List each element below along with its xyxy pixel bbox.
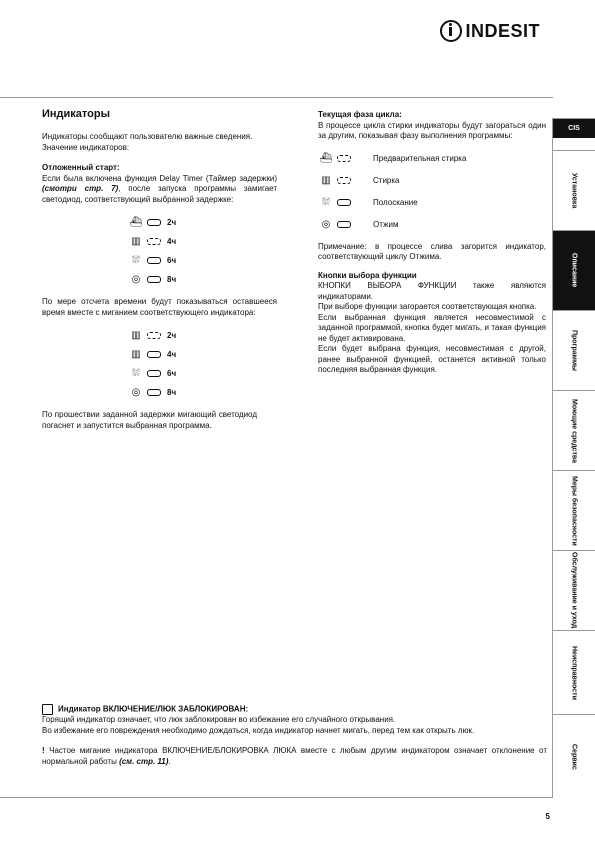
tab-cis[interactable]: CIS xyxy=(553,118,595,138)
countdown-indicator-row: ▥ 2ч xyxy=(128,326,277,345)
lock-text-2: Во избежание его повреждения необходимо дождаться, когда индикатор начнет мигать, перед тем как открыть люк. xyxy=(42,725,475,735)
section-tabs xyxy=(552,118,595,798)
function-text-1: КНОПКИ ВЫБОРА ФУНКЦИИ также являются индикаторами. xyxy=(318,281,546,301)
drain-note: Примечание: в процессе слива загорится индикатор, соответствующий циклу Отжима. xyxy=(318,241,546,261)
phase-row: ▥ Стирка xyxy=(318,170,546,192)
led-icon xyxy=(147,276,161,283)
spin-icon: ◎ xyxy=(131,274,141,285)
warning-icon: ! xyxy=(42,746,45,756)
indesit-logo-icon xyxy=(440,20,462,42)
countdown-indicator-row: ⛆ 6ч xyxy=(128,364,277,383)
rinse-icon: ⛆ xyxy=(132,255,140,266)
rinse-icon: ⛆ xyxy=(132,368,140,379)
delay-title: Отложенный старт: xyxy=(42,163,120,172)
delay-indicators xyxy=(128,213,277,289)
delay-indicator-row: ◎ 8ч xyxy=(128,270,277,289)
meaning-text: Значение индикаторов: xyxy=(42,142,130,152)
countdown-indicators xyxy=(128,326,277,402)
left-column xyxy=(42,108,277,431)
top-divider xyxy=(0,97,553,98)
prewash-icon: ⛴ xyxy=(319,153,333,164)
delay-indicator-row: ▥ 4ч xyxy=(128,232,277,251)
wash-icon: ▥ xyxy=(131,349,141,360)
led-icon xyxy=(337,221,351,228)
function-text-3: Если выбранная функция является несовместимой с заданной программой, кнопка будет мигать, и такая функция не будет активирована. xyxy=(318,312,546,343)
page-number: 5 xyxy=(545,812,550,821)
spin-icon: ◎ xyxy=(321,219,331,230)
phase-title: Текущая фаза цикла: xyxy=(318,110,402,119)
led-icon xyxy=(147,257,161,264)
blinking-led-icon xyxy=(147,238,161,245)
delay-text: Если была включена функция Delay Timer (Таймер задержки) (смотри стр. 7), после запуска программы замигает светодиод, соответствующий выбранной задержке: xyxy=(42,173,277,204)
countdown-indicator-row: ▥ 4ч xyxy=(128,345,277,364)
phase-indicators xyxy=(318,148,546,236)
bottom-divider xyxy=(0,797,553,798)
function-title: Кнопки выбора функции xyxy=(318,270,417,280)
led-icon xyxy=(147,351,161,358)
phase-text: В процессе цикла стирки индикаторы будут загораться один за другим, показывая фазу выполнения программы: xyxy=(318,120,546,140)
function-text-2: При выборе функции загорается соответствующая кнопка. xyxy=(318,302,537,311)
warning-text: ! Частое мигание индикатора ВКЛЮЧЕНИЕ/БЛОКИРОВКА ЛЮКА вместе с любым другим индикатором означает отклонение от нормальной работы (см. стр. 11). xyxy=(42,746,547,766)
lock-title: Индикатор ВКЛЮЧЕНИЕ/ЛЮК ЗАБЛОКИРОВАН: xyxy=(42,704,547,715)
prewash-icon: ⛴ xyxy=(129,217,143,228)
door-lock-icon xyxy=(42,704,53,715)
tab-installation[interactable]: Установка xyxy=(553,150,595,230)
right-column xyxy=(318,110,546,376)
rinse-icon: ⛆ xyxy=(322,197,330,208)
tab-maintenance[interactable]: Обслуживание и уход xyxy=(553,550,595,630)
brand-logo xyxy=(440,20,540,42)
led-icon xyxy=(147,370,161,377)
tab-description[interactable]: Описание xyxy=(553,230,595,310)
delay-indicator-row: ⛴ 2ч xyxy=(129,217,177,228)
blinking-led-icon xyxy=(337,155,351,162)
section-title: Индикаторы xyxy=(42,108,110,120)
intro-text: Индикаторы сообщают пользователю важные сведения. xyxy=(42,132,253,141)
delay-indicator-row: ⛆ 6ч xyxy=(128,251,277,270)
tab-detergents[interactable]: Моющие средства xyxy=(553,390,595,470)
blinking-led-icon xyxy=(147,332,161,339)
tab-service[interactable]: Сервис xyxy=(553,714,595,798)
led-icon xyxy=(337,199,351,206)
warning-page-ref: (см. стр. 11) xyxy=(119,756,169,766)
countdown-indicator-row: ◎ 8ч xyxy=(128,383,277,402)
tab-safety[interactable]: Меры безопасности xyxy=(553,470,595,550)
after-delay-text: По прошествии заданной задержки мигающий светодиод погаснет и запустится выбранная программа. xyxy=(42,410,257,430)
countdown-text: По мере отсчета времени будут показываться оставшееся время вместе с миганием соответствующего индикатора: xyxy=(42,297,277,317)
brand-name: INDESIT xyxy=(465,20,540,41)
led-icon xyxy=(147,389,161,396)
tab-troubleshooting[interactable]: Неисправности xyxy=(553,630,595,714)
spin-icon: ◎ xyxy=(131,387,141,398)
lock-text-1: Горящий индикатор означает, что люк заблокирован во избежание его случайного открывания. xyxy=(42,715,396,725)
phase-row: ⛆ Полоскание xyxy=(318,192,546,214)
prewash-icon: ▥ xyxy=(131,330,141,341)
led-icon xyxy=(147,219,161,226)
function-text-4: Если будет выбрана функция, несовместимая с другой, ранее выбранной функцией, останется активной только последняя выбранная функция. xyxy=(318,344,546,374)
tab-programs[interactable]: Программы xyxy=(553,310,595,390)
wash-icon: ▥ xyxy=(321,175,331,186)
delay-page-ref: (смотри стр. 7) xyxy=(42,184,119,193)
wash-icon: ▥ xyxy=(131,236,141,247)
blinking-led-icon xyxy=(337,177,351,184)
phase-row: ◎ Отжим xyxy=(318,214,546,236)
phase-row: ⛴ Предварительная стирка xyxy=(319,153,467,164)
bottom-section xyxy=(42,704,547,767)
